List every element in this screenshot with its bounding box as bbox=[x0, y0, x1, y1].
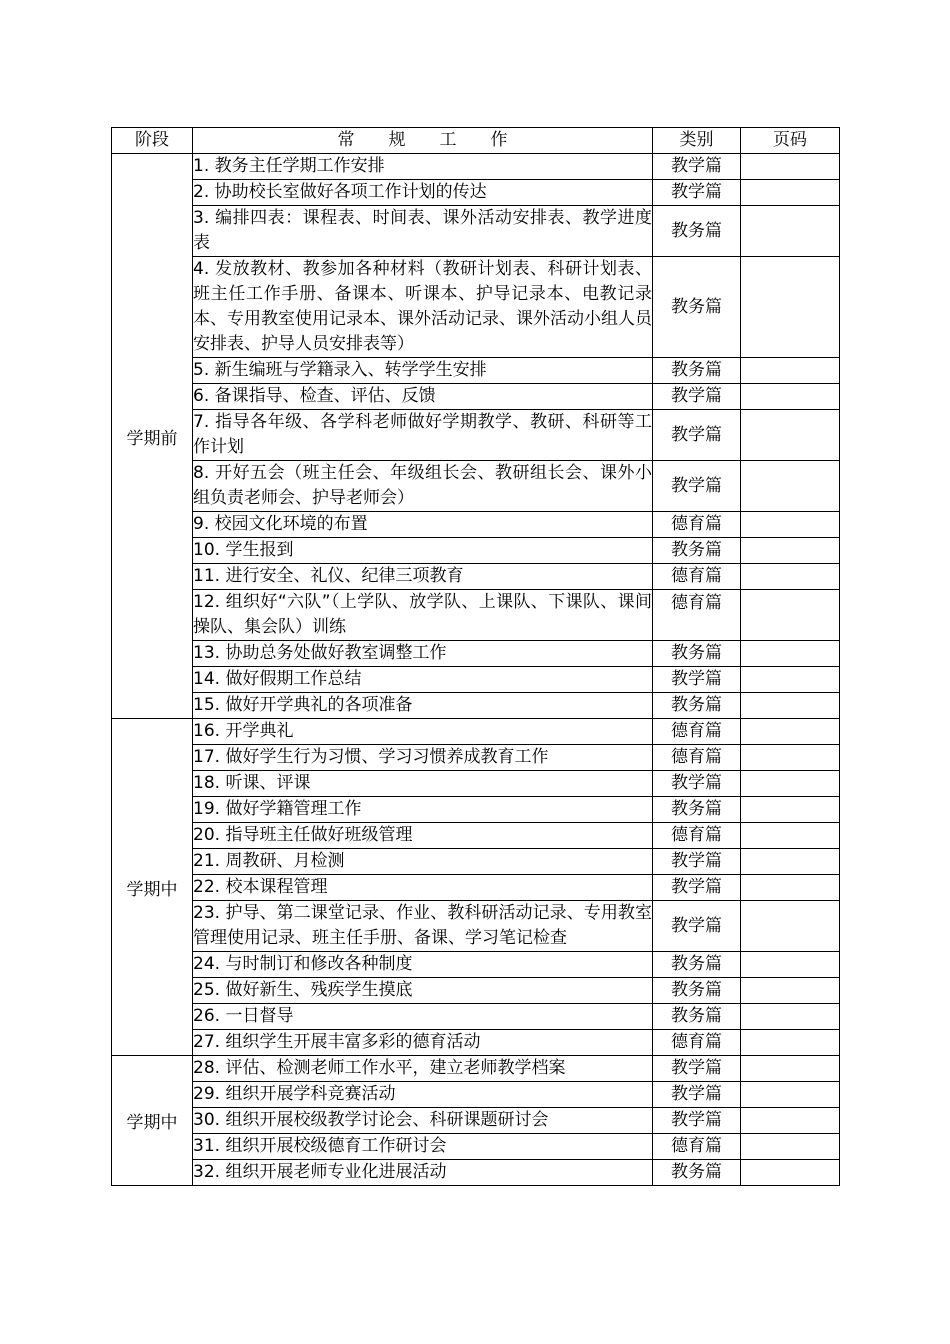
work-item-cell: 31. 组织开展校级德育工作研讨会 bbox=[193, 1134, 653, 1160]
category-cell: 教学篇 bbox=[653, 901, 741, 952]
table-row bbox=[112, 667, 840, 693]
category-cell: 教务篇 bbox=[653, 257, 741, 358]
category-cell: 德育篇 bbox=[653, 823, 741, 849]
category-cell: 德育篇 bbox=[653, 1030, 741, 1056]
category-cell: 教学篇 bbox=[653, 849, 741, 875]
work-item-cell: 18. 听课、评课 bbox=[193, 771, 653, 797]
table-row bbox=[112, 1108, 840, 1134]
work-item-cell: 8. 开好五会（班主任会、年级组长会、教研组长会、课外小组负责老师会、护导老师会） bbox=[193, 461, 653, 512]
page-number-cell bbox=[741, 180, 840, 206]
work-item-cell: 24. 与时制订和修改各种制度 bbox=[193, 952, 653, 978]
stage-cell: 学期中 bbox=[112, 1056, 193, 1186]
table-row bbox=[112, 1056, 840, 1082]
table-header bbox=[112, 128, 840, 154]
work-item-cell: 13. 协助总务处做好教室调整工作 bbox=[193, 641, 653, 667]
category-cell: 教务篇 bbox=[653, 952, 741, 978]
category-cell: 教学篇 bbox=[653, 1108, 741, 1134]
page-number-cell bbox=[741, 849, 840, 875]
work-item-cell: 25. 做好新生、残疾学生摸底 bbox=[193, 978, 653, 1004]
page-number-cell bbox=[741, 154, 840, 180]
table-row bbox=[112, 849, 840, 875]
page-number-cell bbox=[741, 461, 840, 512]
page-number-cell bbox=[741, 1160, 840, 1186]
table-row bbox=[112, 771, 840, 797]
work-item-cell: 19. 做好学籍管理工作 bbox=[193, 797, 653, 823]
table-row bbox=[112, 1082, 840, 1108]
routine-work-table bbox=[111, 127, 840, 1186]
table-row bbox=[112, 745, 840, 771]
table-row bbox=[112, 410, 840, 461]
category-cell: 教学篇 bbox=[653, 461, 741, 512]
category-cell: 教务篇 bbox=[653, 693, 741, 719]
page-number-cell bbox=[741, 823, 840, 849]
category-cell: 教务篇 bbox=[653, 641, 741, 667]
work-item-cell: 1. 教务主任学期工作安排 bbox=[193, 154, 653, 180]
table-row bbox=[112, 512, 840, 538]
category-cell: 教学篇 bbox=[653, 384, 741, 410]
table-row bbox=[112, 719, 840, 745]
page-number-cell bbox=[741, 901, 840, 952]
header-stage: 阶段 bbox=[112, 128, 193, 154]
work-item-cell: 32. 组织开展老师专业化进展活动 bbox=[193, 1160, 653, 1186]
category-cell: 教务篇 bbox=[653, 978, 741, 1004]
work-item-cell: 26. 一日督导 bbox=[193, 1004, 653, 1030]
page-number-cell bbox=[741, 1004, 840, 1030]
header-work bbox=[193, 128, 653, 154]
page-number-cell bbox=[741, 257, 840, 358]
work-item-cell: 12. 组织好“六队”（上学队、放学队、上课队、下课队、课间操队、集会队）训练 bbox=[193, 590, 653, 641]
page-number-cell bbox=[741, 719, 840, 745]
category-cell: 教务篇 bbox=[653, 1004, 741, 1030]
table-row bbox=[112, 206, 840, 257]
table-row bbox=[112, 461, 840, 512]
header-work-label: 常规工作 bbox=[337, 130, 542, 150]
work-item-cell: 14. 做好假期工作总结 bbox=[193, 667, 653, 693]
table-row bbox=[112, 641, 840, 667]
page-number-cell bbox=[741, 538, 840, 564]
page-number-cell bbox=[741, 564, 840, 590]
table-row bbox=[112, 1004, 840, 1030]
table-row bbox=[112, 1134, 840, 1160]
category-cell: 德育篇 bbox=[653, 512, 741, 538]
work-item-cell: 28. 评估、检测老师工作水平，建立老师教学档案 bbox=[193, 1056, 653, 1082]
work-item-cell: 30. 组织开展校级教学讨论会、科研课题研讨会 bbox=[193, 1108, 653, 1134]
page-number-cell bbox=[741, 641, 840, 667]
category-cell: 教学篇 bbox=[653, 875, 741, 901]
table-row bbox=[112, 1030, 840, 1056]
work-item-cell: 2. 协助校长室做好各项工作计划的传达 bbox=[193, 180, 653, 206]
category-cell: 教学篇 bbox=[653, 1082, 741, 1108]
page-number-cell bbox=[741, 410, 840, 461]
stage-cell: 学期中 bbox=[112, 719, 193, 1056]
header-row bbox=[112, 128, 840, 154]
table-row bbox=[112, 564, 840, 590]
page-number-cell bbox=[741, 384, 840, 410]
page-number-cell bbox=[741, 667, 840, 693]
work-item-cell: 15. 做好开学典礼的各项准备 bbox=[193, 693, 653, 719]
category-cell: 教学篇 bbox=[653, 667, 741, 693]
work-item-cell: 6. 备课指导、检查、评估、反馈 bbox=[193, 384, 653, 410]
work-item-cell: 20. 指导班主任做好班级管理 bbox=[193, 823, 653, 849]
work-item-cell: 5. 新生编班与学籍录入、转学学生安排 bbox=[193, 358, 653, 384]
work-item-cell: 17. 做好学生行为习惯、学习习惯养成教育工作 bbox=[193, 745, 653, 771]
category-cell: 教务篇 bbox=[653, 538, 741, 564]
page-number-cell bbox=[741, 1134, 840, 1160]
header-category: 类别 bbox=[653, 128, 741, 154]
table-row bbox=[112, 384, 840, 410]
work-item-cell: 23. 护导、第二课堂记录、作业、教科研活动记录、专用教室管理使用记录、班主任手册、备课、学习笔记检查 bbox=[193, 901, 653, 952]
work-item-cell: 11. 进行安全、礼仪、纪律三项教育 bbox=[193, 564, 653, 590]
table-row bbox=[112, 952, 840, 978]
work-item-cell: 16. 开学典礼 bbox=[193, 719, 653, 745]
category-cell: 德育篇 bbox=[653, 719, 741, 745]
table-row bbox=[112, 823, 840, 849]
page-number-cell bbox=[741, 875, 840, 901]
page-number-cell bbox=[741, 693, 840, 719]
category-cell: 德育篇 bbox=[653, 745, 741, 771]
category-cell: 德育篇 bbox=[653, 1134, 741, 1160]
page-number-cell bbox=[741, 1056, 840, 1082]
work-item-cell: 29. 组织开展学科竞赛活动 bbox=[193, 1082, 653, 1108]
table-row bbox=[112, 875, 840, 901]
category-cell: 德育篇 bbox=[653, 590, 741, 641]
category-cell: 教务篇 bbox=[653, 358, 741, 384]
page-number-cell bbox=[741, 512, 840, 538]
page-number-cell bbox=[741, 206, 840, 257]
page-number-cell bbox=[741, 797, 840, 823]
header-page: 页码 bbox=[741, 128, 840, 154]
table-row bbox=[112, 797, 840, 823]
table-row bbox=[112, 978, 840, 1004]
work-item-cell: 9. 校园文化环境的布置 bbox=[193, 512, 653, 538]
table-body bbox=[112, 154, 840, 1186]
work-item-cell: 22. 校本课程管理 bbox=[193, 875, 653, 901]
category-cell: 教学篇 bbox=[653, 154, 741, 180]
category-cell: 教学篇 bbox=[653, 1056, 741, 1082]
page-number-cell bbox=[741, 1108, 840, 1134]
table-row bbox=[112, 901, 840, 952]
work-item-cell: 10. 学生报到 bbox=[193, 538, 653, 564]
table-row bbox=[112, 180, 840, 206]
table-row bbox=[112, 693, 840, 719]
category-cell: 教务篇 bbox=[653, 206, 741, 257]
page-number-cell bbox=[741, 978, 840, 1004]
table-row bbox=[112, 1160, 840, 1186]
category-cell: 教务篇 bbox=[653, 1160, 741, 1186]
page-number-cell bbox=[741, 358, 840, 384]
work-item-cell: 7. 指导各年级、各学科老师做好学期教学、教研、科研等工作计划 bbox=[193, 410, 653, 461]
table-row bbox=[112, 358, 840, 384]
page-number-cell bbox=[741, 1030, 840, 1056]
work-item-cell: 4. 发放教材、教参加各种材料（教研计划表、科研计划表、班主任工作手册、备课本、听课本、护导记录本、电教记录本、专用教室使用记录本、课外活动记录、课外活动小组人员安排表、护导人员安排表等） bbox=[193, 257, 653, 358]
table-row bbox=[112, 538, 840, 564]
table-row bbox=[112, 257, 840, 358]
page-number-cell bbox=[741, 952, 840, 978]
category-cell: 德育篇 bbox=[653, 564, 741, 590]
stage-cell: 学期前 bbox=[112, 154, 193, 719]
category-cell: 教学篇 bbox=[653, 180, 741, 206]
work-item-cell: 3. 编排四表：课程表、时间表、课外活动安排表、教学进度表 bbox=[193, 206, 653, 257]
table-row bbox=[112, 590, 840, 641]
page-number-cell bbox=[741, 590, 840, 641]
category-cell: 教学篇 bbox=[653, 410, 741, 461]
work-item-cell: 27. 组织学生开展丰富多彩的德育活动 bbox=[193, 1030, 653, 1056]
table-row bbox=[112, 154, 840, 180]
work-item-cell: 21. 周教研、月检测 bbox=[193, 849, 653, 875]
page-number-cell bbox=[741, 1082, 840, 1108]
category-cell: 教务篇 bbox=[653, 797, 741, 823]
page-number-cell bbox=[741, 771, 840, 797]
category-cell: 教学篇 bbox=[653, 771, 741, 797]
page-number-cell bbox=[741, 745, 840, 771]
